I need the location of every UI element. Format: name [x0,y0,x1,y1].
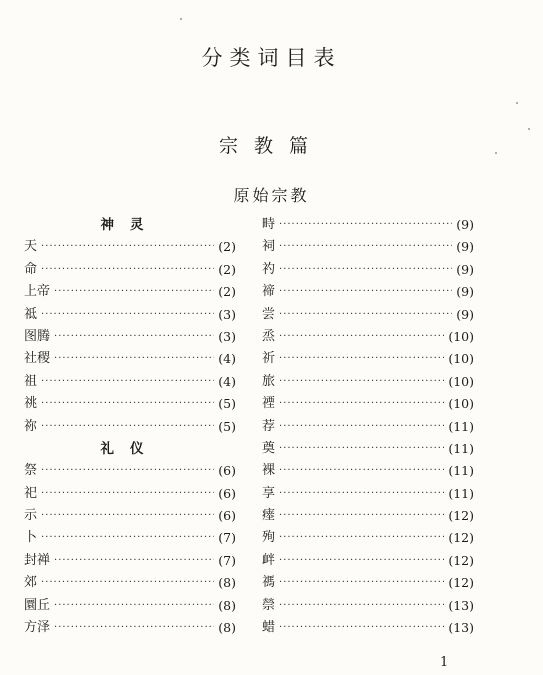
entry-page: (7) [218,552,236,568]
index-entry [24,483,236,505]
leader-dots [279,281,452,303]
entry-page: (10) [448,328,474,344]
entry-term: 祭 [24,463,38,479]
index-entry [262,393,474,415]
scan-speck [528,128,530,130]
index-entry [262,326,474,348]
entry-term: 方泽 [24,620,51,636]
entry-term: 祀 [24,485,38,501]
index-entry [262,527,474,549]
leader-dots [41,527,214,549]
index-entry [24,416,236,438]
entry-page: (7) [218,530,236,546]
entry-page: (12) [448,552,474,568]
entry-page: (9) [456,261,474,277]
entry-term: 裸 [262,463,276,479]
leader-dots [279,527,444,549]
scan-speck [180,18,182,20]
leader-dots [279,371,444,393]
entry-term: 礿 [262,261,276,277]
entry-page: (2) [218,284,236,300]
entry-term: 郊 [24,575,38,591]
entry-page: (9) [456,284,474,300]
leader-dots [41,460,214,482]
index-entry [262,505,474,527]
entry-term: 禡 [262,575,276,591]
leader-dots [54,617,214,639]
section-heading: 宗教篇 [218,135,324,157]
leader-dots [279,348,444,370]
scan-speck [495,152,497,154]
entry-page: (12) [448,575,474,591]
leader-dots [41,393,214,415]
index-entry [24,281,236,303]
entry-page: (6) [218,485,236,501]
index-entry [24,236,236,258]
entry-page: (6) [218,463,236,479]
page-title: 分类词目表 [201,46,342,70]
entry-page: (4) [218,373,236,389]
scan-speck [516,102,518,104]
index-entry [262,304,474,326]
entry-page: (11) [448,418,474,434]
index-entry [262,438,474,460]
leader-dots [279,617,444,639]
entry-term: 封禅 [24,552,51,568]
subsection-heading: 原始宗教 [233,186,310,205]
entry-term: 畤 [262,217,276,232]
index-entry [24,617,236,639]
category-heading: 礼仪 [100,440,160,457]
entry-term: 殉 [262,530,276,546]
index-entry [24,393,236,415]
leader-dots [279,438,444,460]
entry-term: 图腾 [24,328,51,344]
leader-dots [41,505,214,527]
entry-page: (9) [456,239,474,255]
entry-term: 禋 [262,396,276,412]
index-entry [24,348,236,370]
entry-term: 享 [262,485,276,501]
index-entry [262,595,474,617]
leader-dots [279,304,452,326]
index-entry [24,572,236,594]
category-heading: 神灵 [100,217,160,233]
leader-dots [54,348,214,370]
index-entry [262,236,474,258]
leader-dots [54,595,214,617]
entry-page: (11) [448,485,474,501]
leader-dots [279,236,452,258]
index-entry [24,371,236,393]
entry-term: 荐 [262,418,276,434]
index-entry [262,550,474,572]
entry-term: 祢 [24,418,38,434]
leader-dots [279,214,452,236]
leader-dots [54,326,214,348]
entry-term: 命 [24,261,38,277]
leader-dots [279,483,444,505]
entry-page: (13) [448,597,474,613]
left-index-column [24,214,236,639]
entry-term: 卜 [24,530,38,546]
leader-dots [41,416,214,438]
index-entry [24,326,236,348]
leader-dots [279,460,444,482]
entry-page: (5) [218,418,236,434]
leader-dots [41,572,214,594]
leader-dots [279,505,444,527]
leader-dots [279,326,444,348]
leader-dots [279,259,452,281]
leader-dots [41,371,214,393]
index-entry [262,281,474,303]
index-entry [24,550,236,572]
index-entry [262,259,474,281]
index-entry [262,214,474,236]
leader-dots [279,416,444,438]
page-number: 1 [440,655,449,670]
leader-dots [279,595,444,617]
entry-page: (9) [456,217,474,232]
index-entry [262,416,474,438]
entry-term: 衅 [262,552,276,568]
entry-page: (2) [218,239,236,255]
entry-term: 尝 [262,306,276,322]
entry-term: 社稷 [24,351,51,367]
entry-term: 上帝 [24,284,51,300]
index-entry [262,348,474,370]
leader-dots [41,236,214,258]
entry-term: 奠 [262,440,276,456]
entry-term: 烝 [262,328,276,344]
index-entry [24,595,236,617]
entry-page: (11) [448,440,474,456]
leader-dots [279,550,444,572]
entry-page: (5) [218,396,236,412]
entry-page: (3) [218,306,236,322]
entry-page: (2) [218,261,236,277]
entry-page: (8) [218,575,236,591]
entry-term: 示 [24,508,38,524]
entry-term: 圜丘 [24,597,51,613]
leader-dots [279,572,444,594]
entry-page: (12) [448,508,474,524]
right-index-column [262,214,474,639]
entry-page: (8) [218,597,236,613]
index-entry [24,259,236,281]
entry-page: (12) [448,530,474,546]
entry-page: (8) [218,620,236,636]
leader-dots [41,259,214,281]
entry-page: (11) [448,463,474,479]
index-entry [262,617,474,639]
entry-page: (3) [218,328,236,344]
leader-dots [279,393,444,415]
index-entry [262,572,474,594]
entry-page: (10) [448,396,474,412]
entry-page: (10) [448,351,474,367]
entry-term: 祖 [24,373,38,389]
entry-term: 祈 [262,351,276,367]
entry-page: (6) [218,508,236,524]
entry-page: (4) [218,351,236,367]
entry-term: 瘗 [262,508,276,524]
entry-term: 祗 [24,306,38,322]
entry-page: (10) [448,373,474,389]
entry-page: (13) [448,620,474,636]
leader-dots [54,281,214,303]
leader-dots [54,550,214,572]
index-entry [24,460,236,482]
entry-term: 禜 [262,597,276,613]
leader-dots [41,483,214,505]
entry-term: 祧 [24,396,38,412]
entry-term: 祠 [262,239,276,255]
index-entry [24,505,236,527]
index-entry [262,483,474,505]
entry-term: 天 [24,239,38,255]
entry-term: 禘 [262,284,276,300]
entry-term: 旅 [262,373,276,389]
index-entry [262,460,474,482]
leader-dots [41,304,214,326]
index-entry [262,371,474,393]
index-entry [24,304,236,326]
entry-page: (9) [456,306,474,322]
entry-term: 蜡 [262,620,276,636]
index-entry [24,527,236,549]
